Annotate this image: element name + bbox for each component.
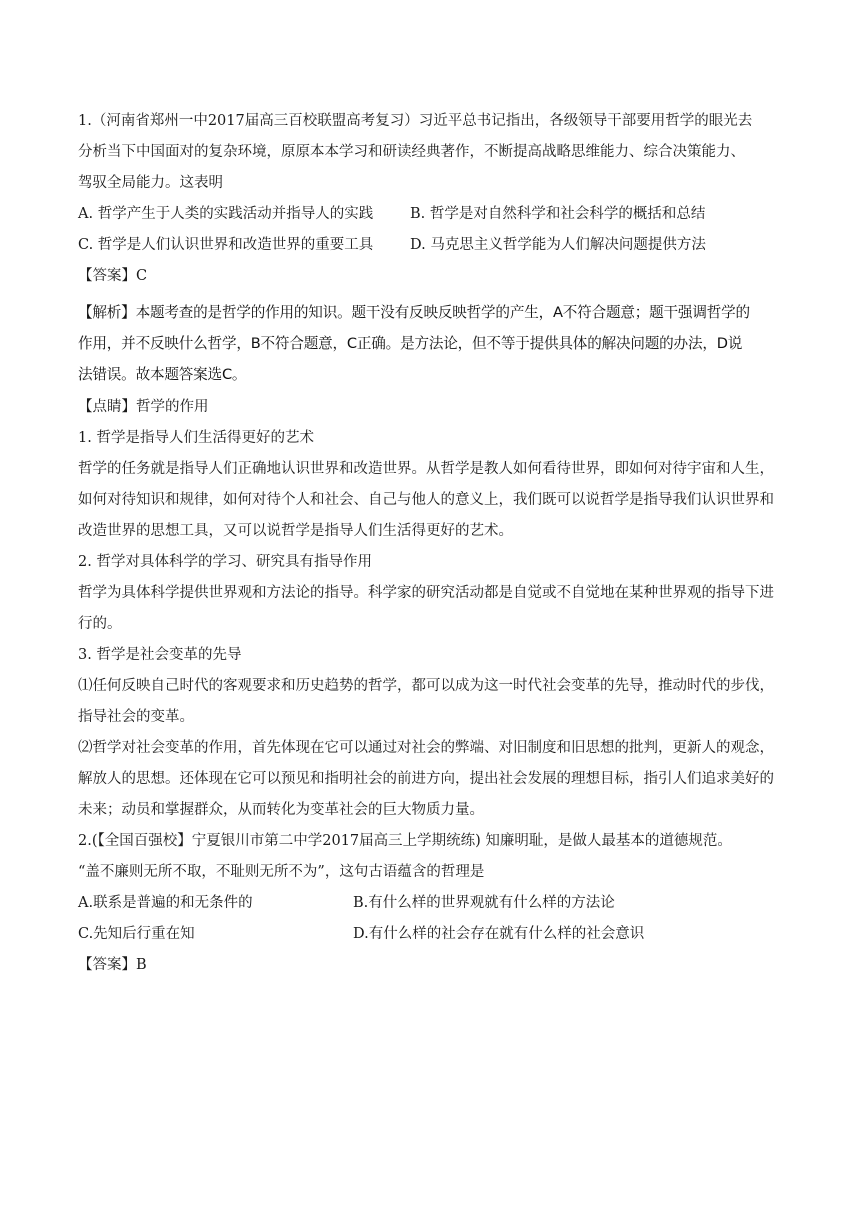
document-page — [78, 106, 786, 981]
question-2-options-row-1 — [78, 888, 786, 919]
question-1-options-row-2 — [78, 230, 786, 261]
question-1-option-c: C. 哲学是人们认识世界和改造世界的重要工具 — [78, 237, 374, 253]
point-3-title: 3. 哲学是社会变革的先导 — [78, 647, 242, 663]
question-1-stem-line-2: 分析当下中国面对的复杂环境，原原本本学习和研读经典著作，不断提高战略思维能力、综合决策能力、 — [78, 144, 745, 160]
question-1 — [78, 106, 786, 826]
question-2-option-c: C.先知后行重在知 — [78, 926, 195, 942]
analysis-line-2: 作用，并不反映什么哲学，B不符合题意，C正确。是方法论，但不等于提供具体的解决问题的办法，D说 — [78, 335, 743, 352]
question-2-stem-line-2: “盖不廉则无所不取，不耻则无所不为”，这句古语蕴含的哲理是 — [78, 864, 485, 880]
point-3-sub-1: ⑴任何反映自己时代的客观要求和历史趋势的哲学，都可以成为这一时代社会变革的先导，推动时代的步伐，指导社会的变革。 — [78, 678, 774, 725]
question-1-options-row-1 — [78, 199, 786, 230]
question-2-option-a: A.联系是普遍的和无条件的 — [78, 895, 253, 911]
point-2-title: 2. 哲学对具体科学的学习、研究具有指导作用 — [78, 554, 372, 570]
analysis-line-3: 法错误。故本题答案选C。 — [78, 366, 247, 383]
point-3-sub-2: ⑵哲学对社会变革的作用，首先体现在它可以通过对社会的弊端、对旧制度和旧思想的批判，更新人的观念，解放人的思想。还体现在它可以预见和指明社会的前进方向，提出社会发展的理想目标，指引人们追求美好的未来；动员和掌握群众，从而转化为变革社会的巨大物质力量。 — [78, 740, 774, 818]
question-1-option-b: B. 哲学是对自然科学和社会科学的概括和总结 — [410, 206, 706, 222]
point-2-text: 哲学为具体科学提供世界观和方法论的指导。科学家的研究活动都是自觉或不自觉地在某种世界观的指导下进行的。 — [78, 585, 774, 632]
point-1-title: 1. 哲学是指导人们生活得更好的艺术 — [78, 430, 314, 446]
question-1-analysis — [78, 297, 786, 390]
question-1-answer: 【答案】C — [78, 268, 148, 284]
question-1-stem-line-3: 驾驭全局能力。这表明 — [78, 175, 223, 191]
question-1-stem-line-1: 1.（河南省郑州一中2017届高三百校联盟高考复习）习近平总书记指出，各级领导干部要用哲学的眼光去 — [78, 113, 753, 129]
question-2-stem-line-1: 2.(【全国百强校】宁夏银川市第二中学2017届高三上学期统练) 知廉明耻，是做人最基本的道德规范。 — [78, 833, 732, 849]
question-2 — [78, 826, 786, 981]
question-2-options-row-2 — [78, 919, 786, 950]
question-1-option-a: A. 哲学产生于人类的实践活动并指导人的实践 — [78, 206, 374, 222]
question-2-answer: 【答案】B — [78, 957, 147, 973]
analysis-line-1: 【解析】本题考查的是哲学的作用的知识。题干没有反映反映哲学的产生，A不符合题意；题干强调哲学的 — [78, 304, 750, 321]
tips-title: 【点睛】哲学的作用 — [78, 399, 209, 415]
point-1-text: 哲学的任务就是指导人们正确地认识世界和改造世界。从哲学是教人如何看待世界，即如何对待宇宙和人生，如何对待知识和规律，如何对待个人和社会、自己与他人的意义上，我们既可以说哲学是指导我们认识世界和改造世界的思想工具，又可以说哲学是指导人们生活得更好的艺术。 — [78, 461, 774, 539]
question-1-option-d: D. 马克思主义哲学能为人们解决问题提供方法 — [410, 237, 706, 253]
question-2-option-d: D.有什么样的社会存在就有什么样的社会意识 — [353, 926, 645, 942]
question-2-option-b: B.有什么样的世界观就有什么样的方法论 — [353, 895, 615, 911]
